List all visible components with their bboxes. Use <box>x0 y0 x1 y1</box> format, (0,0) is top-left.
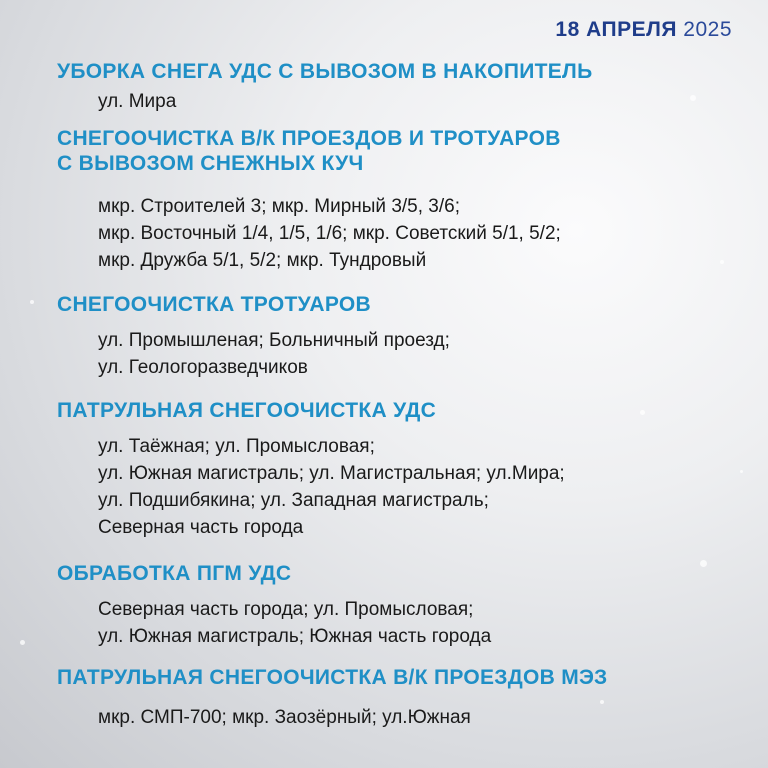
address-line: Северная часть города <box>98 517 304 538</box>
address-line: мкр. Дружба 5/1, 5/2; мкр. Тундровый <box>98 250 427 271</box>
heading-line: УБОРКА СНЕГА УДС С ВЫВОЗОМ В НАКОПИТЕЛЬ <box>57 60 593 83</box>
date-year: 2025 <box>683 18 732 41</box>
snowflake <box>30 300 34 304</box>
section-heading-5 <box>57 561 291 586</box>
heading-line: С ВЫВОЗОМ СНЕЖНЫХ КУЧ <box>57 152 364 175</box>
address-line: ул. Южная магистраль; ул. Магистральная; ул.Мира; <box>98 463 565 484</box>
snowflake <box>700 560 707 567</box>
address-line: ул. Южная магистраль; Южная часть города <box>98 626 492 647</box>
address-line: ул. Геологоразведчиков <box>98 357 308 378</box>
heading-line: СНЕГООЧИСТКА ТРОТУАРОВ <box>57 293 371 316</box>
heading-line: ОБРАБОТКА ПГМ УДС <box>57 562 292 585</box>
section-body-6 <box>98 704 471 731</box>
section-heading-1 <box>57 59 592 84</box>
address-line: мкр. Восточный 1/4, 1/5, 1/6; мкр. Советский 5/1, 5/2; <box>98 223 561 244</box>
section-body-3 <box>98 327 450 381</box>
section-heading-3 <box>57 292 371 317</box>
address-line: мкр. Строителей 3; мкр. Мирный 3/5, 3/6; <box>98 196 460 217</box>
snowflake <box>600 700 604 704</box>
date-label <box>555 18 732 42</box>
heading-line: ПАТРУЛЬНАЯ СНЕГООЧИСТКА В/К ПРОЕЗДОВ МЭЗ <box>57 666 608 689</box>
snowflake <box>690 95 696 101</box>
snowflake <box>640 410 645 415</box>
heading-line: СНЕГООЧИСТКА В/К ПРОЕЗДОВ И ТРОТУАРОВ <box>57 127 561 150</box>
date-day-month: 18 АПРЕЛЯ <box>555 18 677 41</box>
section-body-1 <box>98 88 176 115</box>
address-line: ул. Промышленая; Больничный проезд; <box>98 330 450 351</box>
snowflake <box>720 260 724 264</box>
section-heading-2 <box>57 126 561 176</box>
section-heading-4 <box>57 398 436 423</box>
heading-line: ПАТРУЛЬНАЯ СНЕГООЧИСТКА УДС <box>57 399 437 422</box>
section-body-2 <box>98 193 561 274</box>
address-line: ул. Таёжная; ул. Промысловая; <box>98 436 375 457</box>
address-line: Северная часть города; ул. Промысловая; <box>98 599 474 620</box>
snowflake <box>20 640 25 645</box>
snowflake <box>740 470 743 473</box>
address-line: мкр. СМП-700; мкр. Заозёрный; ул.Южная <box>98 707 471 728</box>
section-body-4 <box>98 433 565 541</box>
section-heading-6 <box>57 665 607 690</box>
section-body-5 <box>98 596 491 650</box>
address-line: ул. Мира <box>98 91 177 112</box>
address-line: ул. Подшибякина; ул. Западная магистраль; <box>98 490 489 511</box>
